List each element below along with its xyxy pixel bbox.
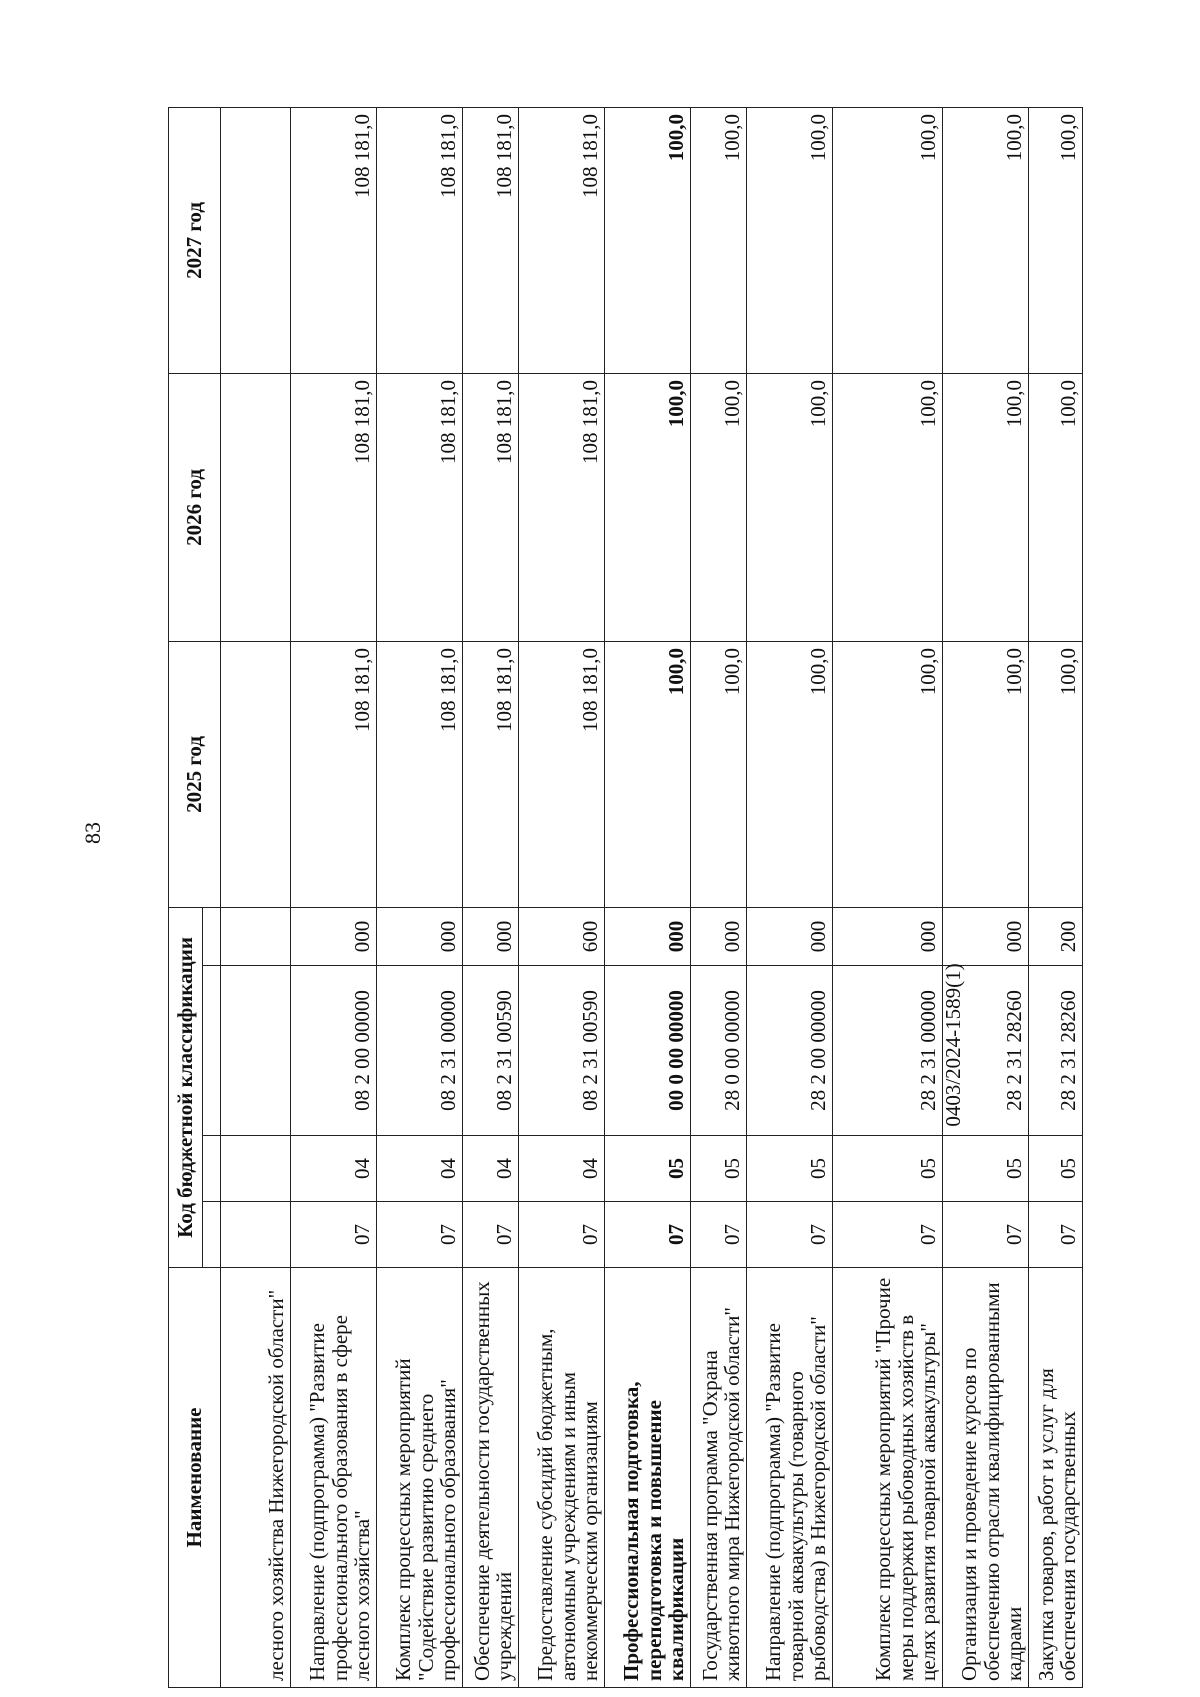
cell-section bbox=[221, 1202, 291, 1268]
cell-2027: 108 181,0 bbox=[291, 107, 377, 373]
header-2026: 2026 год bbox=[169, 373, 221, 641]
cell-subsection: 04 bbox=[463, 1136, 519, 1202]
cell-section: 07 bbox=[291, 1202, 377, 1268]
cell-2026: 100,0 bbox=[605, 373, 691, 641]
cell-subsection: 05 bbox=[943, 1136, 1029, 1202]
cell-target-article: 28 2 31 00000 bbox=[833, 966, 943, 1136]
cell-2026: 108 181,0 bbox=[291, 373, 377, 641]
header-2027: 2027 год bbox=[169, 107, 221, 373]
table-row bbox=[605, 107, 691, 1687]
table-row bbox=[747, 107, 833, 1687]
cell-2026: 100,0 bbox=[943, 373, 1029, 641]
cell-target-article: 08 2 00 00000 bbox=[291, 966, 377, 1136]
table-row bbox=[291, 107, 377, 1687]
cell-2027: 100,0 bbox=[691, 107, 747, 373]
cell-subsection: 05 bbox=[691, 1136, 747, 1202]
cell-2027 bbox=[221, 107, 291, 373]
cell-expense-type: 600 bbox=[519, 907, 605, 965]
table-row bbox=[691, 107, 747, 1687]
cell-expense-type: 000 bbox=[747, 907, 833, 965]
cell-section: 07 bbox=[833, 1202, 943, 1268]
cell-2025: 108 181,0 bbox=[291, 641, 377, 907]
cell-2027: 108 181,0 bbox=[377, 107, 463, 373]
cell-2027: 100,0 bbox=[833, 107, 943, 373]
cell-subsection: 04 bbox=[519, 1136, 605, 1202]
cell-2026: 100,0 bbox=[833, 373, 943, 641]
cell-2026: 108 181,0 bbox=[463, 373, 519, 641]
cell-target-article bbox=[221, 966, 291, 1136]
table-header-row bbox=[169, 107, 203, 1687]
cell-name: Предоставление субсидий бюджетным, автономным учреждениям и иным некоммерческим организациям bbox=[519, 1268, 605, 1688]
cell-subsection: 05 bbox=[747, 1136, 833, 1202]
cell-expense-type: 000 bbox=[605, 907, 691, 965]
table-row bbox=[463, 107, 519, 1687]
cell-2025: 108 181,0 bbox=[463, 641, 519, 907]
subheader-target bbox=[203, 966, 221, 1136]
cell-target-article: 00 0 00 00000 bbox=[605, 966, 691, 1136]
cell-2027: 100,0 bbox=[943, 107, 1029, 373]
page-number: 83 bbox=[80, 822, 105, 844]
cell-name: Направление (подпрограмма) "Развитие профессионального образования в сфере лесного хозяйства" bbox=[291, 1268, 377, 1688]
cell-2027: 108 181,0 bbox=[463, 107, 519, 373]
cell-expense-type: 000 bbox=[463, 907, 519, 965]
cell-section: 07 bbox=[691, 1202, 747, 1268]
cell-expense-type: 000 bbox=[943, 907, 1029, 965]
cell-section: 07 bbox=[605, 1202, 691, 1268]
subheader-expense bbox=[203, 907, 221, 965]
cell-subsection: 05 bbox=[605, 1136, 691, 1202]
cell-name: Профессиональная подготовка, переподготовка и повышение квалификации bbox=[605, 1268, 691, 1688]
cell-2025: 108 181,0 bbox=[377, 641, 463, 907]
cell-expense-type: 200 bbox=[1029, 907, 1083, 965]
cell-2025: 100,0 bbox=[691, 641, 747, 907]
cell-section: 07 bbox=[377, 1202, 463, 1268]
cell-section: 07 bbox=[519, 1202, 605, 1268]
cell-expense-type: 000 bbox=[291, 907, 377, 965]
cell-2026: 108 181,0 bbox=[377, 373, 463, 641]
cell-expense-type bbox=[221, 907, 291, 965]
subheader-section bbox=[203, 1202, 221, 1268]
cell-2025: 100,0 bbox=[1029, 641, 1083, 907]
cell-target-article: 08 2 31 00590 bbox=[519, 966, 605, 1136]
cell-name: лесного хозяйства Нижегородской области" bbox=[221, 1268, 291, 1688]
table-row bbox=[377, 107, 463, 1687]
header-2025: 2025 год bbox=[169, 641, 221, 907]
cell-2026: 100,0 bbox=[1029, 373, 1083, 641]
cell-2025 bbox=[221, 641, 291, 907]
cell-2026: 108 181,0 bbox=[519, 373, 605, 641]
cell-subsection: 04 bbox=[291, 1136, 377, 1202]
cell-target-article: 28 0 00 00000 bbox=[691, 966, 747, 1136]
cell-name: Комплекс процессных мероприятий "Прочие меры поддержки рыбоводных хозяйств в целях развития товарной аквакультуры" bbox=[833, 1268, 943, 1688]
table-row bbox=[1029, 107, 1083, 1687]
cell-2026: 100,0 bbox=[691, 373, 747, 641]
cell-target-article: 08 2 31 00000 bbox=[377, 966, 463, 1136]
cell-subsection: 05 bbox=[1029, 1136, 1083, 1202]
cell-2025: 100,0 bbox=[605, 641, 691, 907]
cell-section: 07 bbox=[463, 1202, 519, 1268]
cell-target-article: 28 2 31 28260 bbox=[1029, 966, 1083, 1136]
cell-target-article: 28 2 31 28260 bbox=[943, 966, 1029, 1136]
cell-name: Обеспечение деятельности государственных учреждений bbox=[463, 1268, 519, 1688]
subheader-subsection bbox=[203, 1136, 221, 1202]
cell-target-article: 08 2 31 00590 bbox=[463, 966, 519, 1136]
cell-2025: 100,0 bbox=[747, 641, 833, 907]
cell-2025: 108 181,0 bbox=[519, 641, 605, 907]
cell-2026 bbox=[221, 373, 291, 641]
cell-name: Направление (подпрограмма) "Развитие товарной аквакультуры (товарного рыбоводства) в Нижегородской области" bbox=[747, 1268, 833, 1688]
cell-2025: 100,0 bbox=[943, 641, 1029, 907]
cell-2026: 100,0 bbox=[747, 373, 833, 641]
cell-2027: 108 181,0 bbox=[519, 107, 605, 373]
cell-2027: 100,0 bbox=[747, 107, 833, 373]
table-row bbox=[519, 107, 605, 1687]
cell-expense-type: 000 bbox=[691, 907, 747, 965]
cell-section: 07 bbox=[1029, 1202, 1083, 1268]
cell-expense-type: 000 bbox=[377, 907, 463, 965]
cell-subsection bbox=[221, 1136, 291, 1202]
cell-2027: 100,0 bbox=[605, 107, 691, 373]
cell-name: Закупка товаров, работ и услуг для обеспечения государственных bbox=[1029, 1268, 1083, 1688]
header-code: Код бюджетной классификации bbox=[169, 907, 203, 1267]
cell-expense-type: 000 bbox=[833, 907, 943, 965]
cell-name: Организация и проведение курсов по обеспечению отрасли квалифицированными кадрами bbox=[943, 1268, 1029, 1688]
header-name: Наименование bbox=[169, 1268, 221, 1688]
cell-2027: 100,0 bbox=[1029, 107, 1083, 373]
cell-subsection: 05 bbox=[833, 1136, 943, 1202]
document-id: 0403/2024-1589(1) bbox=[941, 963, 965, 1127]
cell-name: Комплекс процессных мероприятий "Содействие развитию среднего профессионального образования" bbox=[377, 1268, 463, 1688]
cell-target-article: 28 2 00 00000 bbox=[747, 966, 833, 1136]
rotated-table-container bbox=[168, 108, 1081, 1688]
table-row bbox=[221, 107, 291, 1687]
cell-section: 07 bbox=[943, 1202, 1029, 1268]
table-row bbox=[833, 107, 943, 1687]
cell-2025: 100,0 bbox=[833, 641, 943, 907]
cell-name: Государственная программа "Охрана животного мира Нижегородской области" bbox=[691, 1268, 747, 1688]
cell-subsection: 04 bbox=[377, 1136, 463, 1202]
cell-section: 07 bbox=[747, 1202, 833, 1268]
